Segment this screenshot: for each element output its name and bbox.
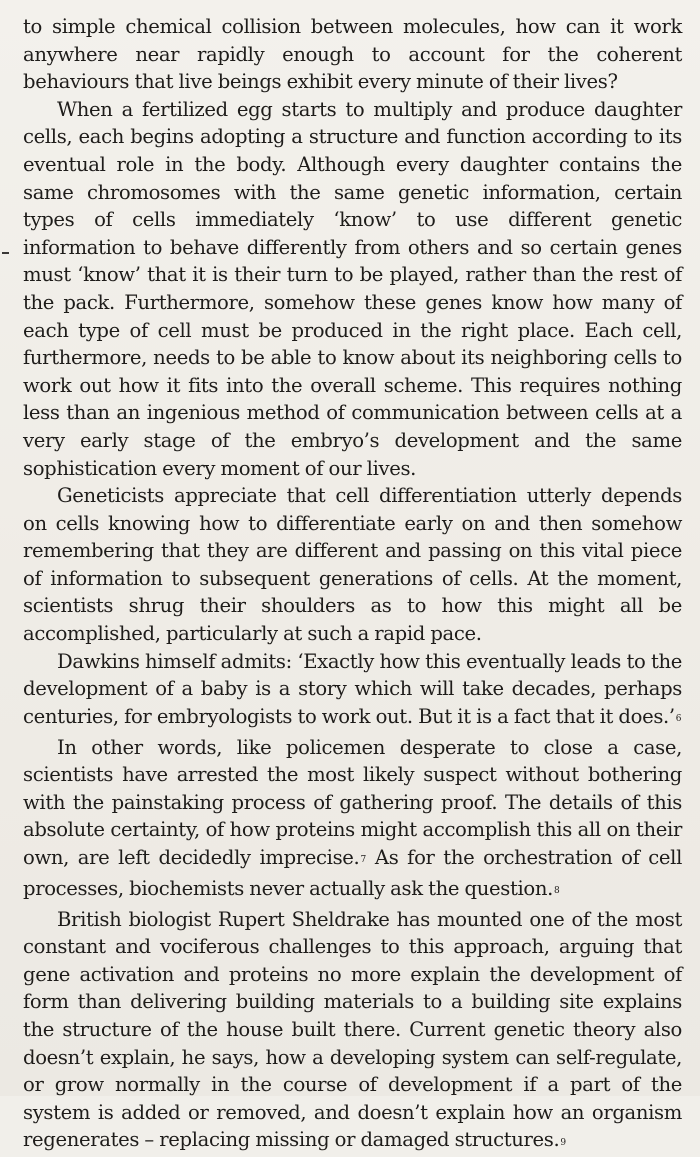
paragraph-text: Dawkins himself admits: ‘Exactly how this eventually leads to the development of a baby is a story which will take decades, perhaps centuries, for embryologists to work out. But it is a fact that it does.’ [23, 649, 682, 728]
paragraph-text: British biologist Rupert Sheldrake has mounted one of the most constant and vociferous challenges to this approach, arguing that gene activation and proteins no more explain the development of form than delivering building materials to a building site explains the structure of the house built there. Current genetic theory also doesn’t explain, he says, how a developing system can self-regulate, or grow normally in the course of development if a part of the system is added or removed, and doesn’t explain how an organism regenerates – replacing missing or damaged structures. [23, 907, 682, 1152]
footnote-marker-6: 6 [675, 714, 682, 725]
paragraph-1 [23, 13, 682, 96]
paragraph-text: to simple chemical collision between molecules, how can it work anywhere near rapidly enough to account for the coherent behaviours that live beings exhibit every minute of their lives? [23, 15, 682, 94]
paragraph-4 [23, 648, 682, 734]
footnote-marker-9: 9 [560, 1137, 567, 1148]
paragraph-2 [23, 96, 682, 482]
footnote-marker-7: 7 [360, 855, 367, 866]
footnote-marker-8: 8 [553, 886, 560, 897]
paragraph-text: When a fertilized egg starts to multiply and produce daughter cells, each begins adopting a structure and function according to its eventual role in the body. Although every daughter contains the same chromosomes with the same genetic information, certain types of cells immediately ‘know’ to use different genetic information to behave differently from others and so certain genes must ‘know’ that it is their turn to be played, rather than the rest of the pack. Furthermore, somehow these genes know how many of each type of cell must be produced in the right place. Each cell, furthermore, needs to be able to know about its neighboring cells to work out how it fits into the overall scheme. This requires nothing less than an ingenious method of communication between cells at a very early stage of the embryo’s development and the same sophistication every moment of our lives. [23, 97, 682, 480]
paragraph-text: Geneticists appreciate that cell differentiation utterly depends on cells knowing how to differentiate early on and then somehow remembering that they are different and passing on this vital piece of information to subsequent generations of cells. At the moment, scientists shrug their shoulders as to how this might all be accomplished, particularly at such a rapid pace. [23, 484, 682, 646]
paragraph-6 [23, 906, 682, 1157]
paragraph-text: In other words, like policemen desperate to close a case, scientists have arrested the most likely suspect without bothering with the painstaking process of gathering proof. The details of this absolute certainty, of how proteins might accomplish this all on their own, are left decidedly imprecise. [23, 735, 682, 870]
paragraph-3 [23, 482, 682, 648]
paragraph-5 [23, 734, 682, 906]
paragraph-text-continued: As for the orchestration of cell processes, biochemists never actually ask the question. [23, 846, 682, 900]
margin-mark [2, 252, 9, 254]
